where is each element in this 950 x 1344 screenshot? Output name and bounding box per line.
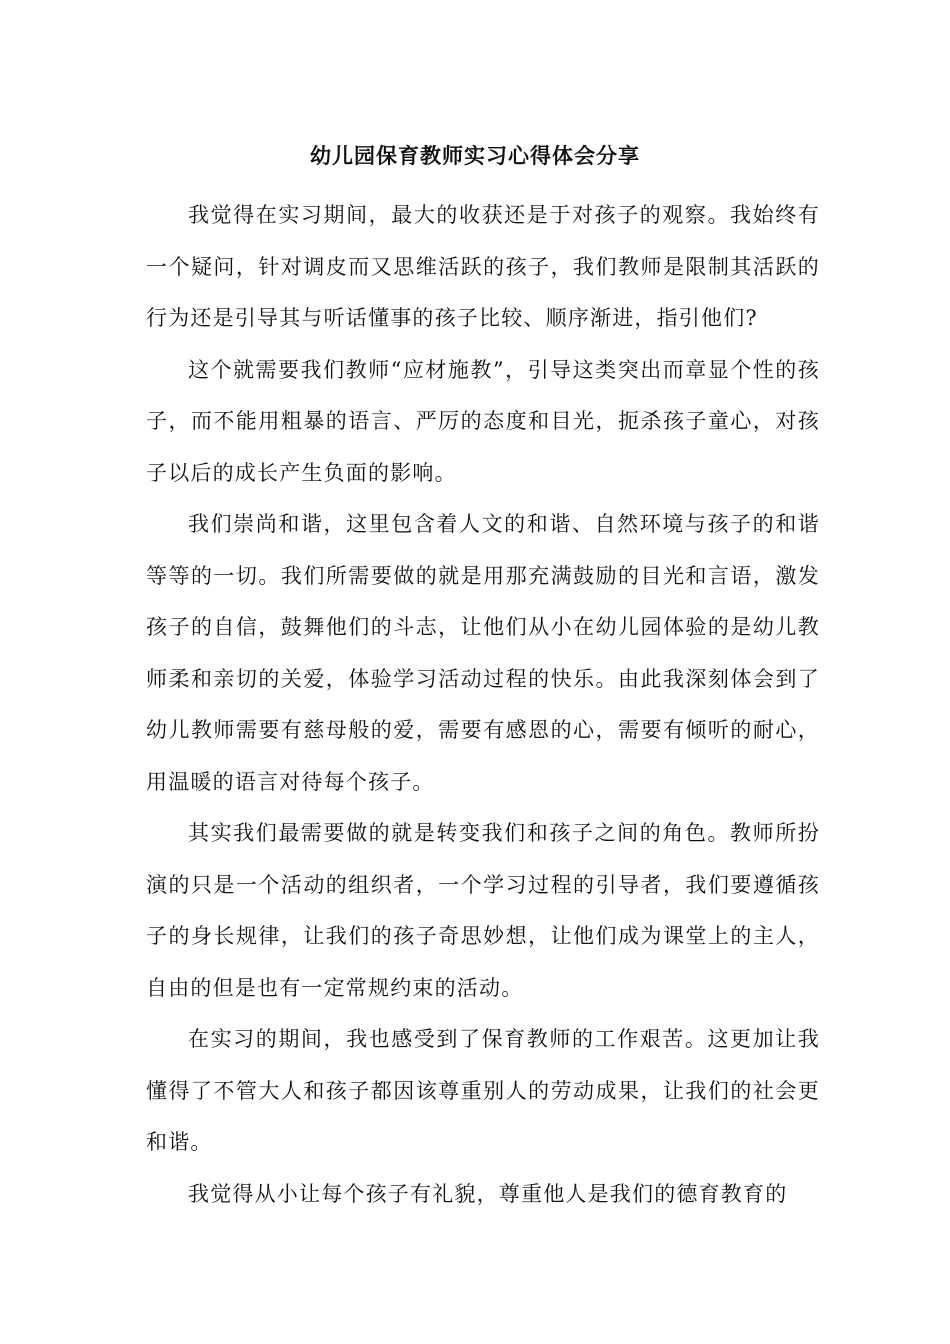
paragraph-1: 我觉得在实习期间，最大的收获还是于对孩子的观察。我始终有一个疑问，针对调皮而又思维活跃的孩子，我们教师是限制其活跃的行为还是引导其与听话懂事的孩子比较、顺序渐进，指引他们? xyxy=(146,203,820,330)
paragraph-5: 在实习的期间，我也感受到了保育教师的工作艰苦。这更加让我懂得了不管大人和孩子都因该尊重别人的劳动成果，让我们的社会更和谐。 xyxy=(146,1027,820,1154)
paragraph-3: 我们崇尚和谐，这里包含着人文的和谐、自然环境与孩子的和谐等等的一切。我们所需要做的就是用那充满鼓励的目光和言语，激发孩子的自信，鼓舞他们的斗志，让他们从小在幼儿园体验的是幼儿教师柔和亲切的关爱，体验学习活动过程的快乐。由此我深刻体会到了幼儿教师需要有慈母般的爱，需要有感恩的心，需要有倾听的耐心，用温暖的语言对待每个孩子。 xyxy=(146,512,820,794)
document-title: 幼儿园保育教师实习心得体会分享 xyxy=(310,143,640,168)
paragraph-2: 这个就需要我们教师“应材施教”，引导这类突出而章显个性的孩子，而不能用粗暴的语言、严厉的态度和目光，扼杀孩子童心，对孩子以后的成长产生负面的影响。 xyxy=(146,357,820,485)
document-body xyxy=(146,190,820,1220)
paragraph-6: 我觉得从小让每个孩子有礼貌，尊重他人是我们的德育教育的 xyxy=(188,1181,788,1206)
paragraph-4: 其实我们最需要做的就是转变我们和孩子之间的角色。教师所扮演的只是一个活动的组织者，一个学习过程的引导者，我们要遵循孩子的身长规律，让我们的孩子奇思妙想，让他们成为课堂上的主人，自由的但是也有一定常规约束的活动。 xyxy=(146,821,820,1000)
